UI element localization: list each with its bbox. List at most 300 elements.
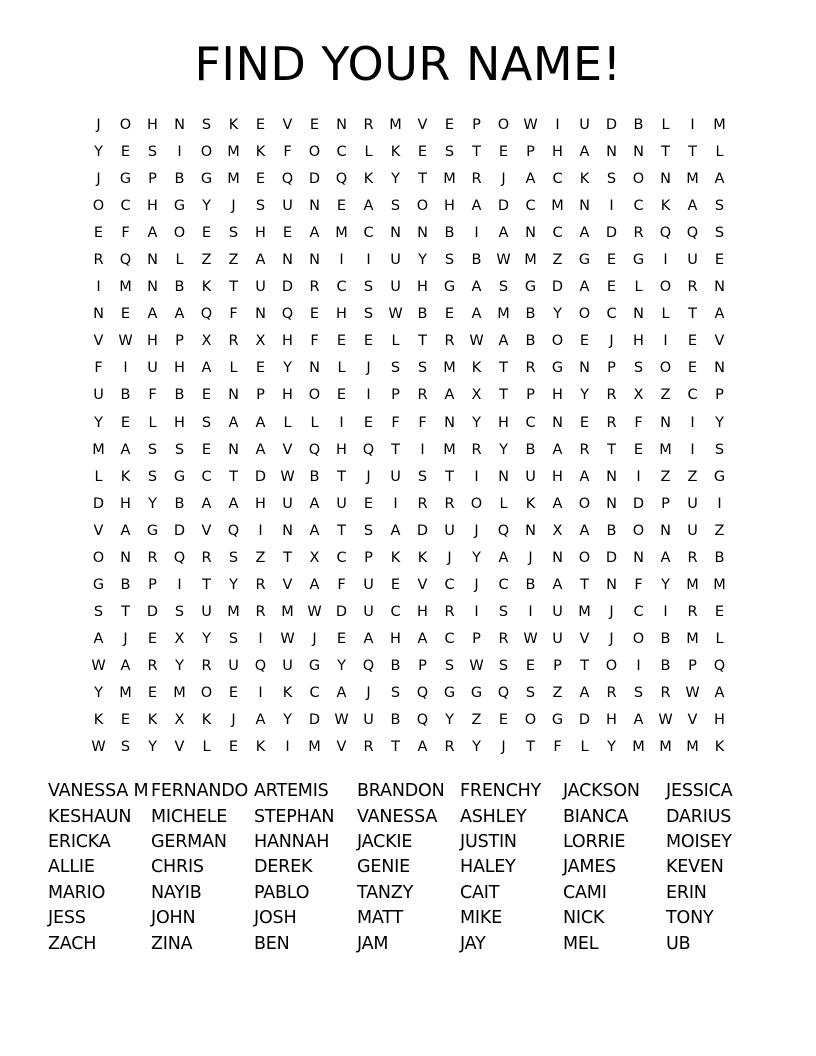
grid-letter[interactable]: S (363, 522, 374, 539)
grid-letter[interactable]: O (416, 198, 429, 215)
grid-letter[interactable]: Y (661, 576, 670, 593)
grid-letter[interactable]: W (469, 657, 484, 674)
grid-letter[interactable]: Y (148, 739, 157, 756)
grid-letter[interactable]: W (91, 657, 106, 674)
grid-letter[interactable]: L (337, 360, 346, 377)
grid-letter[interactable]: L (580, 739, 589, 756)
grid-letter[interactable]: E (201, 387, 212, 404)
grid-letter[interactable]: X (552, 522, 563, 539)
grid-letter[interactable]: D (308, 712, 321, 729)
grid-letter[interactable]: E (579, 333, 590, 350)
grid-letter[interactable]: S (390, 685, 401, 701)
grid-letter[interactable]: B (714, 549, 725, 566)
grid-letter[interactable]: W (280, 630, 295, 647)
grid-letter[interactable]: Z (552, 252, 563, 269)
grid-letter[interactable]: P (364, 549, 373, 566)
grid-letter[interactable]: M (389, 117, 402, 134)
grid-letter[interactable]: G (578, 252, 591, 269)
grid-letter[interactable]: B (444, 225, 455, 242)
grid-letter[interactable]: G (173, 468, 186, 485)
grid-letter[interactable]: W (334, 712, 349, 729)
grid-letter[interactable]: I (420, 441, 425, 458)
grid-letter[interactable]: I (96, 279, 101, 296)
grid-letter[interactable]: B (120, 387, 131, 404)
grid-letter[interactable]: U (390, 279, 401, 296)
grid-letter[interactable]: M (227, 144, 240, 161)
grid-letter[interactable]: Z (660, 387, 671, 404)
grid-letter[interactable]: O (173, 225, 186, 242)
grid-letter[interactable]: R (255, 576, 266, 593)
grid-letter[interactable]: C (336, 549, 347, 566)
grid-letter[interactable]: Q (416, 712, 429, 729)
grid-letter[interactable]: Y (472, 739, 481, 756)
grid-letter[interactable]: T (283, 549, 292, 566)
grid-letter[interactable]: I (285, 739, 290, 756)
grid-letter[interactable]: F (418, 414, 427, 431)
grid-letter[interactable]: Q (362, 441, 375, 458)
grid-letter[interactable]: E (255, 171, 266, 188)
grid-letter[interactable]: J (528, 549, 533, 566)
grid-letter[interactable]: K (120, 468, 131, 485)
grid-letter[interactable]: S (228, 630, 239, 647)
grid-letter[interactable]: Y (283, 712, 292, 729)
grid-letter[interactable]: G (443, 279, 456, 296)
grid-letter[interactable]: T (472, 144, 481, 161)
grid-letter[interactable]: W (496, 252, 511, 269)
grid-letter[interactable]: E (228, 739, 239, 756)
grid-letter[interactable]: I (474, 225, 479, 242)
grid-letter[interactable]: O (497, 117, 510, 134)
grid-letter[interactable]: O (92, 549, 105, 566)
grid-letter[interactable]: I (528, 603, 533, 620)
grid-letter[interactable]: A (174, 306, 185, 323)
grid-letter[interactable]: Y (445, 712, 454, 729)
grid-letter[interactable]: O (308, 387, 321, 404)
grid-letter[interactable]: H (336, 441, 347, 458)
grid-letter[interactable]: U (282, 495, 293, 512)
grid-letter[interactable]: A (363, 630, 374, 647)
grid-letter[interactable]: A (417, 630, 428, 647)
grid-letter[interactable]: P (661, 495, 670, 512)
grid-letter[interactable]: E (525, 657, 536, 674)
grid-letter[interactable]: T (580, 576, 589, 593)
grid-letter[interactable]: B (120, 576, 131, 593)
grid-letter[interactable]: R (498, 630, 509, 647)
grid-letter[interactable]: P (472, 117, 481, 134)
grid-letter[interactable]: A (255, 252, 266, 269)
grid-letter[interactable]: H (147, 117, 158, 134)
grid-letter[interactable]: M (227, 603, 240, 620)
grid-letter[interactable]: S (93, 603, 104, 620)
grid-letter[interactable]: K (363, 171, 374, 188)
grid-letter[interactable]: B (525, 333, 536, 350)
grid-letter[interactable]: S (498, 279, 509, 296)
grid-letter[interactable]: C (390, 603, 401, 620)
grid-letter[interactable]: Q (281, 171, 294, 188)
grid-letter[interactable]: R (228, 333, 239, 350)
grid-letter[interactable]: N (120, 549, 131, 566)
grid-letter[interactable]: H (417, 603, 428, 620)
grid-letter[interactable]: K (255, 739, 266, 756)
grid-letter[interactable]: E (93, 225, 104, 242)
grid-letter[interactable]: N (228, 441, 239, 458)
grid-letter[interactable]: S (417, 468, 428, 485)
grid-letter[interactable]: M (227, 171, 240, 188)
grid-letter[interactable]: X (309, 549, 320, 566)
grid-letter[interactable]: V (174, 739, 185, 756)
grid-letter[interactable]: H (282, 333, 293, 350)
grid-letter[interactable]: M (713, 117, 726, 134)
grid-letter[interactable]: V (282, 576, 293, 593)
grid-letter[interactable]: W (523, 630, 538, 647)
grid-letter[interactable]: A (579, 279, 590, 296)
grid-letter[interactable]: N (579, 360, 590, 377)
grid-letter[interactable]: N (228, 387, 239, 404)
grid-letter[interactable]: U (147, 360, 158, 377)
grid-letter[interactable]: P (148, 576, 157, 593)
grid-letter[interactable]: J (501, 171, 506, 188)
grid-letter[interactable]: K (390, 549, 401, 566)
grid-letter[interactable]: S (633, 360, 644, 377)
grid-letter[interactable]: L (175, 252, 184, 269)
grid-letter[interactable]: T (499, 360, 508, 377)
grid-letter[interactable]: E (363, 495, 374, 512)
grid-letter[interactable]: Y (499, 441, 508, 458)
grid-letter[interactable]: Y (283, 360, 292, 377)
grid-letter[interactable]: E (714, 252, 725, 269)
grid-letter[interactable]: Q (659, 225, 672, 242)
grid-letter[interactable]: Y (337, 657, 346, 674)
grid-letter[interactable]: E (201, 441, 212, 458)
grid-letter[interactable]: N (633, 144, 644, 161)
grid-letter[interactable]: D (578, 712, 591, 729)
grid-letter[interactable]: H (498, 414, 509, 431)
grid-letter[interactable]: U (525, 468, 536, 485)
grid-letter[interactable]: A (579, 225, 590, 242)
grid-letter[interactable]: L (715, 144, 724, 161)
grid-letter[interactable]: Q (254, 657, 267, 674)
grid-letter[interactable]: S (174, 603, 185, 620)
grid-letter[interactable]: Y (391, 171, 400, 188)
grid-letter[interactable]: O (578, 495, 591, 512)
grid-letter[interactable]: N (660, 522, 671, 539)
grid-letter[interactable]: F (391, 414, 400, 431)
grid-letter[interactable]: H (255, 225, 266, 242)
grid-letter[interactable]: M (659, 739, 672, 756)
grid-letter[interactable]: H (444, 198, 455, 215)
grid-letter[interactable]: O (92, 198, 105, 215)
grid-letter[interactable]: N (660, 171, 671, 188)
grid-letter[interactable]: S (255, 198, 266, 215)
grid-letter[interactable]: Q (308, 441, 321, 458)
grid-letter[interactable]: M (686, 576, 699, 593)
grid-letter[interactable]: T (580, 657, 589, 674)
grid-letter[interactable]: N (714, 360, 725, 377)
grid-letter[interactable]: E (147, 685, 158, 701)
grid-letter[interactable]: M (713, 576, 726, 593)
grid-letter[interactable]: K (525, 495, 536, 512)
grid-letter[interactable]: K (201, 279, 212, 296)
grid-letter[interactable]: C (552, 171, 563, 188)
grid-letter[interactable]: E (309, 306, 320, 323)
grid-letter[interactable]: R (417, 495, 428, 512)
grid-letter[interactable]: D (173, 522, 186, 539)
grid-letter[interactable]: P (391, 387, 400, 404)
grid-letter[interactable]: K (228, 117, 239, 134)
grid-letter[interactable]: M (308, 739, 321, 756)
grid-letter[interactable]: F (553, 739, 562, 756)
grid-letter[interactable]: N (255, 306, 266, 323)
grid-letter[interactable]: A (417, 739, 428, 756)
grid-letter[interactable]: I (366, 387, 371, 404)
grid-letter[interactable]: K (579, 171, 590, 188)
grid-letter[interactable]: H (147, 198, 158, 215)
grid-letter[interactable]: R (606, 685, 617, 701)
grid-letter[interactable]: N (633, 549, 644, 566)
grid-letter[interactable]: N (606, 144, 617, 161)
grid-letter[interactable]: Z (255, 549, 266, 566)
grid-letter[interactable]: U (579, 117, 590, 134)
grid-letter[interactable]: S (120, 739, 131, 756)
grid-letter[interactable]: M (443, 441, 456, 458)
grid-letter[interactable]: P (472, 630, 481, 647)
grid-letter[interactable]: F (310, 333, 319, 350)
grid-letter[interactable]: A (579, 685, 590, 701)
grid-letter[interactable]: E (687, 333, 698, 350)
grid-letter[interactable]: W (280, 468, 295, 485)
grid-letter[interactable]: I (636, 657, 641, 674)
grid-letter[interactable]: U (201, 603, 212, 620)
grid-letter[interactable]: O (605, 657, 618, 674)
grid-letter[interactable]: P (715, 387, 724, 404)
grid-letter[interactable]: L (634, 279, 643, 296)
grid-letter[interactable]: Y (580, 387, 589, 404)
grid-letter[interactable]: I (474, 603, 479, 620)
grid-letter[interactable]: D (335, 603, 348, 620)
grid-letter[interactable]: T (391, 441, 400, 458)
grid-letter[interactable]: B (525, 576, 536, 593)
grid-letter[interactable]: J (366, 360, 371, 377)
grid-letter[interactable]: B (174, 171, 185, 188)
grid-letter[interactable]: M (551, 198, 564, 215)
grid-letter[interactable]: D (92, 495, 105, 512)
grid-letter[interactable]: C (552, 225, 563, 242)
grid-letter[interactable]: G (470, 685, 483, 701)
grid-letter[interactable]: A (255, 441, 266, 458)
grid-letter[interactable]: I (339, 252, 344, 269)
grid-letter[interactable]: E (255, 360, 266, 377)
grid-letter[interactable]: E (120, 144, 131, 161)
grid-letter[interactable]: F (121, 225, 130, 242)
grid-letter[interactable]: I (690, 414, 695, 431)
grid-letter[interactable]: B (525, 306, 536, 323)
grid-letter[interactable]: K (201, 712, 212, 729)
grid-letter[interactable]: A (714, 685, 725, 701)
grid-letter[interactable]: A (336, 685, 347, 701)
grid-letter[interactable]: B (390, 712, 401, 729)
grid-letter[interactable]: W (307, 603, 322, 620)
grid-letter[interactable]: U (336, 495, 347, 512)
grid-letter[interactable]: H (147, 333, 158, 350)
grid-letter[interactable]: I (609, 198, 614, 215)
grid-letter[interactable]: Y (472, 414, 481, 431)
grid-letter[interactable]: R (687, 549, 698, 566)
grid-letter[interactable]: H (255, 495, 266, 512)
grid-letter[interactable]: E (120, 712, 131, 729)
grid-letter[interactable]: V (714, 333, 725, 350)
grid-letter[interactable]: N (606, 468, 617, 485)
grid-letter[interactable]: W (658, 712, 673, 729)
grid-letter[interactable]: W (523, 117, 538, 134)
grid-letter[interactable]: C (363, 225, 374, 242)
grid-letter[interactable]: A (660, 549, 671, 566)
grid-letter[interactable]: Y (202, 198, 211, 215)
grid-letter[interactable]: T (418, 171, 427, 188)
grid-letter[interactable]: A (228, 495, 239, 512)
grid-letter[interactable]: N (336, 117, 347, 134)
grid-letter[interactable]: Q (200, 306, 213, 323)
grid-letter[interactable]: X (174, 630, 185, 647)
grid-letter[interactable]: M (686, 630, 699, 647)
grid-letter[interactable]: C (336, 279, 347, 296)
grid-letter[interactable]: P (256, 387, 265, 404)
grid-letter[interactable]: I (339, 414, 344, 431)
grid-letter[interactable]: G (443, 685, 456, 701)
grid-letter[interactable]: J (231, 198, 236, 215)
grid-letter[interactable]: A (120, 522, 131, 539)
grid-letter[interactable]: A (579, 144, 590, 161)
grid-letter[interactable]: I (177, 576, 182, 593)
grid-letter[interactable]: E (309, 117, 320, 134)
grid-letter[interactable]: O (632, 522, 645, 539)
grid-letter[interactable]: V (201, 522, 212, 539)
grid-letter[interactable]: E (201, 225, 212, 242)
grid-letter[interactable]: U (282, 657, 293, 674)
grid-letter[interactable]: P (526, 144, 535, 161)
grid-letter[interactable]: H (606, 712, 617, 729)
grid-letter[interactable]: I (690, 441, 695, 458)
grid-letter[interactable]: D (146, 603, 159, 620)
grid-letter[interactable]: S (444, 657, 455, 674)
grid-letter[interactable]: F (283, 144, 292, 161)
grid-letter[interactable]: L (202, 739, 211, 756)
grid-letter[interactable]: S (498, 657, 509, 674)
grid-letter[interactable]: F (337, 576, 346, 593)
grid-letter[interactable]: X (471, 387, 482, 404)
grid-letter[interactable]: F (148, 387, 157, 404)
grid-letter[interactable]: R (444, 739, 455, 756)
grid-letter[interactable]: E (282, 225, 293, 242)
grid-letter[interactable]: D (254, 468, 267, 485)
grid-letter[interactable]: C (444, 576, 455, 593)
grid-letter[interactable]: Q (416, 685, 429, 701)
grid-letter[interactable]: E (336, 387, 347, 404)
grid-letter[interactable]: T (202, 576, 211, 593)
grid-letter[interactable]: H (552, 387, 563, 404)
grid-letter[interactable]: M (686, 739, 699, 756)
grid-letter[interactable]: V (579, 630, 590, 647)
grid-letter[interactable]: L (499, 495, 508, 512)
grid-letter[interactable]: B (660, 657, 671, 674)
grid-letter[interactable]: I (555, 117, 560, 134)
grid-letter[interactable]: Z (471, 712, 482, 729)
grid-letter[interactable]: H (120, 495, 131, 512)
grid-letter[interactable]: Q (227, 522, 240, 539)
grid-letter[interactable]: G (119, 171, 132, 188)
grid-letter[interactable]: S (714, 225, 725, 242)
grid-letter[interactable]: S (363, 306, 374, 323)
grid-letter[interactable]: Y (715, 414, 724, 431)
grid-letter[interactable]: J (366, 468, 371, 485)
grid-letter[interactable]: U (282, 198, 293, 215)
grid-letter[interactable]: M (632, 739, 645, 756)
grid-letter[interactable]: G (173, 198, 186, 215)
grid-letter[interactable]: M (92, 441, 105, 458)
grid-letter[interactable]: N (714, 279, 725, 296)
grid-letter[interactable]: G (713, 468, 726, 485)
grid-letter[interactable]: L (715, 630, 724, 647)
grid-letter[interactable]: I (393, 495, 398, 512)
grid-letter[interactable]: P (148, 171, 157, 188)
grid-letter[interactable]: C (525, 414, 536, 431)
grid-letter[interactable]: K (147, 712, 158, 729)
grid-letter[interactable]: K (714, 739, 725, 756)
grid-letter[interactable]: I (177, 144, 182, 161)
grid-letter[interactable]: V (417, 117, 428, 134)
grid-letter[interactable]: H (174, 414, 185, 431)
grid-letter[interactable]: N (147, 279, 158, 296)
grid-letter[interactable]: N (525, 225, 536, 242)
grid-letter[interactable]: O (578, 549, 591, 566)
grid-letter[interactable]: V (282, 441, 293, 458)
grid-letter[interactable]: J (501, 739, 506, 756)
grid-letter[interactable]: A (201, 495, 212, 512)
grid-letter[interactable]: E (444, 306, 455, 323)
grid-letter[interactable]: R (633, 225, 644, 242)
grid-letter[interactable]: T (391, 739, 400, 756)
grid-letter[interactable]: A (714, 171, 725, 188)
grid-letter[interactable]: H (714, 712, 725, 729)
grid-letter[interactable]: Y (202, 630, 211, 647)
grid-letter[interactable]: M (119, 279, 132, 296)
grid-letter[interactable]: O (578, 306, 591, 323)
grid-letter[interactable]: U (363, 712, 374, 729)
grid-letter[interactable]: G (146, 522, 159, 539)
grid-letter[interactable]: S (714, 198, 725, 215)
grid-letter[interactable]: X (633, 387, 644, 404)
grid-letter[interactable]: A (201, 360, 212, 377)
grid-letter[interactable]: R (147, 549, 158, 566)
grid-letter[interactable]: R (255, 603, 266, 620)
grid-letter[interactable]: R (363, 117, 374, 134)
grid-letter[interactable]: O (524, 712, 537, 729)
grid-letter[interactable]: E (633, 441, 644, 458)
grid-letter[interactable]: A (309, 522, 320, 539)
grid-letter[interactable]: C (336, 144, 347, 161)
grid-letter[interactable]: E (606, 279, 617, 296)
grid-letter[interactable]: T (337, 522, 346, 539)
grid-letter[interactable]: N (633, 306, 644, 323)
grid-letter[interactable]: N (282, 252, 293, 269)
grid-letter[interactable]: U (687, 495, 698, 512)
grid-letter[interactable]: X (255, 333, 266, 350)
grid-letter[interactable]: A (579, 522, 590, 539)
grid-letter[interactable]: Q (173, 549, 186, 566)
grid-letter[interactable]: F (634, 414, 643, 431)
grid-letter[interactable]: M (524, 252, 537, 269)
grid-letter[interactable]: E (498, 144, 509, 161)
grid-letter[interactable]: T (121, 603, 130, 620)
